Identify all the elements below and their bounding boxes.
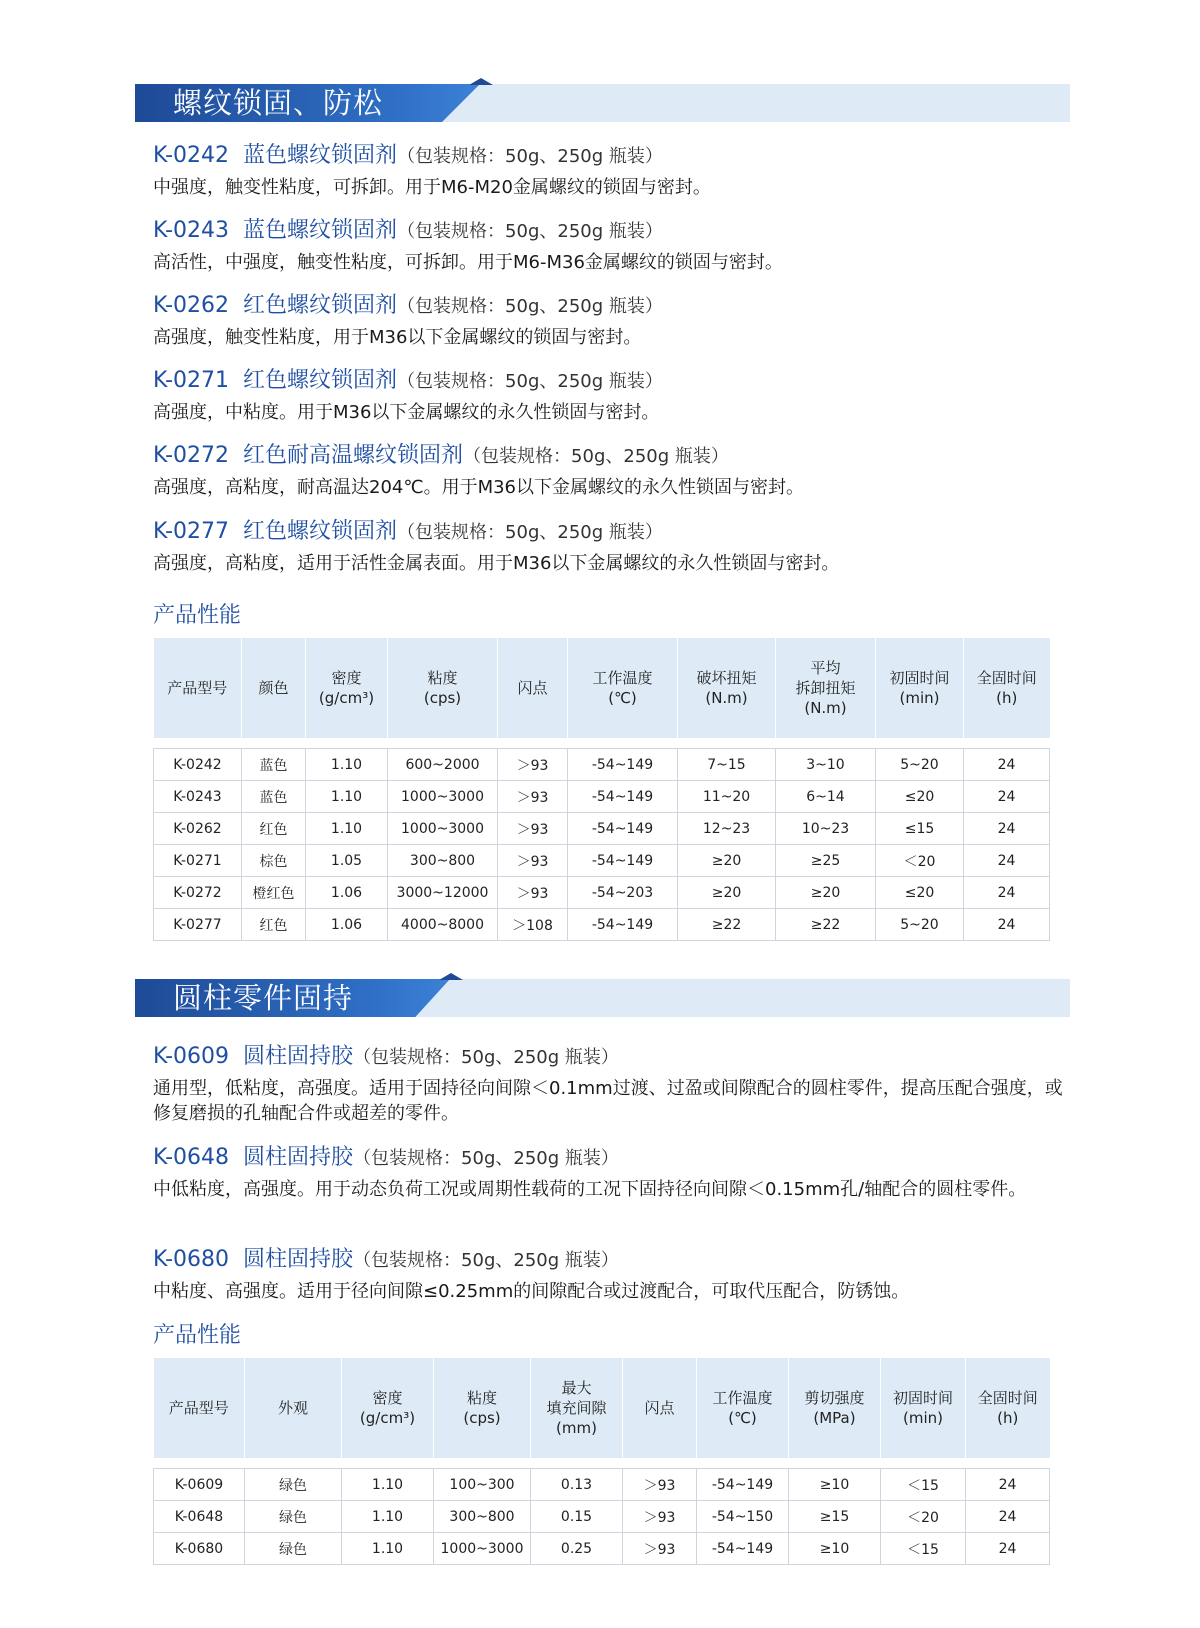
product-k0648 bbox=[153, 1144, 1073, 1202]
table-cell: 1.10 bbox=[342, 1469, 434, 1501]
table-cell: 24 bbox=[964, 909, 1050, 941]
table-cell: 1.06 bbox=[306, 909, 388, 941]
table-cell: 1.10 bbox=[306, 813, 388, 845]
header-full-cure-time bbox=[966, 1358, 1050, 1458]
product-heading bbox=[153, 518, 1073, 547]
table-cell: ＜15 bbox=[881, 1469, 966, 1501]
product-heading bbox=[153, 1043, 1073, 1072]
header-label-line: (min) bbox=[899, 689, 940, 707]
table-cell: 1.06 bbox=[306, 877, 388, 909]
header-label-line: (℃) bbox=[608, 689, 637, 707]
product-description: 高强度，触变性粘度，用于M36以下金属螺纹的锁固与密封。 bbox=[153, 327, 642, 348]
table-cell: 24 bbox=[964, 781, 1050, 813]
table-cell: ＞93 bbox=[498, 845, 568, 877]
table-cell: 100~300 bbox=[434, 1469, 531, 1501]
header-label-line: 填充间隙 bbox=[546, 1399, 607, 1417]
header-full-cure-time bbox=[964, 638, 1050, 738]
product-k0262 bbox=[153, 292, 1073, 350]
product-code: K-0272 bbox=[153, 443, 230, 468]
table-row bbox=[154, 749, 1050, 781]
table-cell: ≥10 bbox=[789, 1533, 881, 1565]
table-cell: ≥20 bbox=[678, 877, 776, 909]
product-package: （包装规格：50g、250g 瓶装） bbox=[397, 522, 663, 543]
section-header-cylinder-retaining bbox=[135, 979, 1070, 1017]
table-cell: ＞93 bbox=[498, 877, 568, 909]
section-title: 螺纹锁固、防松 bbox=[173, 86, 384, 120]
header-label-line: (N.m) bbox=[804, 699, 847, 717]
table-cell: ≥22 bbox=[776, 909, 876, 941]
table-cell: ＜15 bbox=[881, 1533, 966, 1565]
header-flash-point bbox=[498, 638, 568, 738]
table-cell: K-0648 bbox=[154, 1501, 245, 1533]
header-label-line: (N.m) bbox=[705, 689, 748, 707]
section-header-notch bbox=[469, 78, 493, 85]
table-cell: ＞93 bbox=[498, 813, 568, 845]
header-density bbox=[306, 638, 388, 738]
product-k0271 bbox=[153, 367, 1073, 425]
header-viscosity bbox=[388, 638, 498, 738]
product-description: 高强度，中粘度。用于M36以下金属螺纹的永久性锁固与密封。 bbox=[153, 402, 660, 423]
table-cell: ≤20 bbox=[876, 877, 964, 909]
header-label-line: 密度 bbox=[331, 669, 362, 687]
product-package: （包装规格：50g、250g 瓶装） bbox=[353, 1250, 619, 1271]
table-cell: -54~149 bbox=[568, 813, 678, 845]
table-cell: ≥20 bbox=[776, 877, 876, 909]
product-name: 红色螺纹锁固剂 bbox=[243, 293, 398, 318]
product-description: 高活性，中强度，触变性粘度，可拆卸。用于M6-M36金属螺纹的锁固与密封。 bbox=[153, 252, 783, 273]
table-cell: 6~14 bbox=[776, 781, 876, 813]
table-cell: 24 bbox=[964, 813, 1050, 845]
header-fixture-time bbox=[881, 1358, 966, 1458]
product-heading bbox=[153, 367, 1073, 396]
product-k0243 bbox=[153, 217, 1073, 275]
table-cell: 4000~8000 bbox=[388, 909, 498, 941]
table-cell: K-0609 bbox=[154, 1469, 245, 1501]
product-name: 红色耐高温螺纹锁固剂 bbox=[243, 443, 464, 468]
header-label-line: (MPa) bbox=[813, 1409, 856, 1427]
section-title: 圆柱零件固持 bbox=[173, 981, 354, 1015]
table-cell: ≥20 bbox=[678, 845, 776, 877]
product-code: K-0243 bbox=[153, 218, 230, 243]
product-heading bbox=[153, 292, 1073, 321]
table-cell: K-0277 bbox=[154, 909, 242, 941]
product-k0242 bbox=[153, 142, 1073, 200]
product-description: 高强度，高粘度，耐高温达204℃。用于M36以下金属螺纹的永久性锁固与密封。 bbox=[153, 477, 805, 498]
table-row bbox=[154, 877, 1050, 909]
table-cell: 1.10 bbox=[342, 1501, 434, 1533]
performance-title: 产品性能 bbox=[153, 603, 242, 628]
header-label-line: (mm) bbox=[556, 1419, 597, 1437]
table-cell: ≤20 bbox=[876, 781, 964, 813]
table-row bbox=[154, 1501, 1050, 1533]
header-label-line: 平均 bbox=[810, 659, 841, 677]
table-cell: 24 bbox=[966, 1469, 1050, 1501]
header-label-line: 产品型号 bbox=[168, 1399, 229, 1417]
table-cell: ＞93 bbox=[498, 781, 568, 813]
table-cell: -54~149 bbox=[697, 1469, 789, 1501]
table-cell: 蓝色 bbox=[242, 749, 306, 781]
product-name: 圆柱固持胶 bbox=[243, 1247, 354, 1272]
product-name: 红色螺纹锁固剂 bbox=[243, 368, 398, 393]
table-cell: 蓝色 bbox=[242, 781, 306, 813]
table-cell: -54~149 bbox=[568, 781, 678, 813]
table-cell: 棕色 bbox=[242, 845, 306, 877]
header-label-line: 破坏扭矩 bbox=[696, 669, 757, 687]
header-label-line: 剪切强度 bbox=[804, 1389, 865, 1407]
product-description: 通用型，低粘度，高强度。适用于固持径向间隙＜0.1mm过渡、过盈或间隙配合的圆柱零件，提高压配合强度，或修复磨损的孔轴配合件或超差的零件。 bbox=[153, 1078, 1063, 1124]
table-cell: -54~149 bbox=[568, 845, 678, 877]
header-label-line: 全固时间 bbox=[977, 1389, 1038, 1407]
table-cell: 1.10 bbox=[306, 749, 388, 781]
table-row bbox=[154, 781, 1050, 813]
table-cell: 300~800 bbox=[388, 845, 498, 877]
product-code: K-0648 bbox=[153, 1145, 230, 1170]
product-k0609 bbox=[153, 1043, 1073, 1126]
table-cell: 红色 bbox=[242, 813, 306, 845]
table-cell: 5~20 bbox=[876, 909, 964, 941]
table-cell: 0.13 bbox=[531, 1469, 623, 1501]
product-heading bbox=[153, 1246, 1073, 1275]
product-package: （包装规格：50g、250g 瓶装） bbox=[397, 221, 663, 242]
table-cell: 0.15 bbox=[531, 1501, 623, 1533]
table-cell: 1.05 bbox=[306, 845, 388, 877]
header-label-line: 密度 bbox=[372, 1389, 403, 1407]
table-cell: ≥10 bbox=[789, 1469, 881, 1501]
header-model bbox=[154, 1358, 245, 1458]
table-cell: 1000~3000 bbox=[434, 1533, 531, 1565]
table-row bbox=[154, 845, 1050, 877]
product-package: （包装规格：50g、250g 瓶装） bbox=[397, 296, 663, 317]
header-avg-removal-torque bbox=[776, 638, 876, 738]
table-cell: ＞93 bbox=[498, 749, 568, 781]
product-name: 圆柱固持胶 bbox=[243, 1145, 354, 1170]
table-row bbox=[154, 1469, 1050, 1501]
performance-table bbox=[153, 638, 1050, 941]
table-cell: 1000~3000 bbox=[388, 813, 498, 845]
header-density bbox=[342, 1358, 434, 1458]
table-cell: ≤15 bbox=[876, 813, 964, 845]
table-cell: 600~2000 bbox=[388, 749, 498, 781]
table-cell: -54~203 bbox=[568, 877, 678, 909]
table-cell: 1.10 bbox=[306, 781, 388, 813]
header-label-line: (h) bbox=[997, 1409, 1019, 1427]
table-header-row bbox=[154, 1358, 1050, 1458]
table-cell: -54~149 bbox=[568, 749, 678, 781]
table-cell: 12~23 bbox=[678, 813, 776, 845]
table-cell: 红色 bbox=[242, 909, 306, 941]
table-cell: 24 bbox=[964, 877, 1050, 909]
header-label-line: (cps) bbox=[423, 689, 462, 707]
header-label-line: 最大 bbox=[561, 1379, 592, 1397]
product-package: （包装规格：50g、250g 瓶装） bbox=[353, 1148, 619, 1169]
table-cell: K-0271 bbox=[154, 845, 242, 877]
table-cell: K-0242 bbox=[154, 749, 242, 781]
product-heading bbox=[153, 217, 1073, 246]
product-description: 中强度，触变性粘度，可拆卸。用于M6-M20金属螺纹的锁固与密封。 bbox=[153, 177, 711, 198]
product-description: 中粘度、高强度。适用于径向间隙≤0.25mm的间隙配合或过渡配合，可取代压配合，防锈蚀。 bbox=[153, 1281, 910, 1302]
table-cell: ＞108 bbox=[498, 909, 568, 941]
header-label-line: (℃) bbox=[728, 1409, 757, 1427]
product-package: （包装规格：50g、250g 瓶装） bbox=[463, 446, 729, 467]
product-code: K-0262 bbox=[153, 293, 230, 318]
product-code: K-0271 bbox=[153, 368, 230, 393]
header-label-line: 外观 bbox=[277, 1399, 308, 1417]
header-label-line: 粘度 bbox=[427, 669, 458, 687]
table-cell: ＜20 bbox=[876, 845, 964, 877]
table-header-row bbox=[154, 638, 1050, 738]
product-name: 红色螺纹锁固剂 bbox=[243, 519, 398, 544]
header-flash-point bbox=[623, 1358, 697, 1458]
table-cell: 3~10 bbox=[776, 749, 876, 781]
table-cell: 5~20 bbox=[876, 749, 964, 781]
product-package: （包装规格：50g、250g 瓶装） bbox=[353, 1047, 619, 1068]
product-name: 蓝色螺纹锁固剂 bbox=[243, 218, 398, 243]
header-viscosity bbox=[434, 1358, 531, 1458]
table-cell: ≥22 bbox=[678, 909, 776, 941]
header-label-line: 粘度 bbox=[466, 1389, 497, 1407]
product-k0680 bbox=[153, 1246, 1073, 1304]
header-shear-strength bbox=[789, 1358, 881, 1458]
table-cell: -54~150 bbox=[697, 1501, 789, 1533]
table-cell: ≥15 bbox=[789, 1501, 881, 1533]
table-cell: 绿色 bbox=[245, 1469, 342, 1501]
header-work-temp bbox=[697, 1358, 789, 1458]
header-label-line: (min) bbox=[903, 1409, 943, 1427]
table-cell: 10~23 bbox=[776, 813, 876, 845]
table-row bbox=[154, 1533, 1050, 1565]
table-cell: ≥25 bbox=[776, 845, 876, 877]
header-appearance bbox=[245, 1358, 342, 1458]
table-cell: 橙红色 bbox=[242, 877, 306, 909]
product-heading bbox=[153, 1144, 1073, 1173]
table-cell: K-0262 bbox=[154, 813, 242, 845]
table-cell: 3000~12000 bbox=[388, 877, 498, 909]
table-cell: 11~20 bbox=[678, 781, 776, 813]
header-label-line: 闪点 bbox=[517, 679, 548, 697]
header-max-gap bbox=[531, 1358, 623, 1458]
header-label-line: 初固时间 bbox=[889, 669, 950, 687]
header-label-line: 闪点 bbox=[644, 1399, 675, 1417]
header-label-line: 产品型号 bbox=[167, 679, 228, 697]
header-label-line: (h) bbox=[996, 689, 1018, 707]
product-code: K-0680 bbox=[153, 1247, 230, 1272]
product-k0277 bbox=[153, 518, 1073, 576]
table-cell: 7~15 bbox=[678, 749, 776, 781]
header-break-torque bbox=[678, 638, 776, 738]
table-cell: K-0272 bbox=[154, 877, 242, 909]
header-label-line: 工作温度 bbox=[592, 669, 653, 687]
table-cell: 24 bbox=[964, 749, 1050, 781]
table-cell: 24 bbox=[966, 1533, 1050, 1565]
header-fixture-time bbox=[876, 638, 964, 738]
product-description: 中低粘度，高强度。用于动态负荷工况或周期性载荷的工况下固持径向间隙＜0.15mm孔/轴配合的圆柱零件。 bbox=[153, 1179, 1027, 1200]
section-header-notch bbox=[439, 973, 463, 980]
table-cell: 0.25 bbox=[531, 1533, 623, 1565]
product-code: K-0242 bbox=[153, 143, 230, 168]
product-package: （包装规格：50g、250g 瓶装） bbox=[397, 371, 663, 392]
header-label-line: 拆卸扭矩 bbox=[795, 679, 856, 697]
table-cell: 绿色 bbox=[245, 1501, 342, 1533]
product-heading bbox=[153, 142, 1073, 171]
table-cell: 24 bbox=[964, 845, 1050, 877]
header-label-line: 颜色 bbox=[258, 679, 289, 697]
table-cell: -54~149 bbox=[697, 1533, 789, 1565]
table-cell: ＞93 bbox=[623, 1501, 697, 1533]
table-row bbox=[154, 909, 1050, 941]
header-label-line: 初固时间 bbox=[892, 1389, 953, 1407]
table-cell: 绿色 bbox=[245, 1533, 342, 1565]
product-name: 圆柱固持胶 bbox=[243, 1044, 354, 1069]
product-heading bbox=[153, 442, 1073, 471]
table-cell: K-0243 bbox=[154, 781, 242, 813]
header-label-line: (g/cm³) bbox=[318, 689, 375, 707]
product-description: 高强度，高粘度，适用于活性金属表面。用于M36以下金属螺纹的永久性锁固与密封。 bbox=[153, 553, 840, 574]
header-color bbox=[242, 638, 306, 738]
header-model bbox=[154, 638, 242, 738]
header-work-temp bbox=[568, 638, 678, 738]
header-label-line: (g/cm³) bbox=[359, 1409, 416, 1427]
product-code: K-0277 bbox=[153, 519, 230, 544]
header-label-line: 工作温度 bbox=[712, 1389, 773, 1407]
product-code: K-0609 bbox=[153, 1044, 230, 1069]
product-k0272 bbox=[153, 442, 1073, 500]
table-cell: ＞93 bbox=[623, 1469, 697, 1501]
header-label-line: 全固时间 bbox=[976, 669, 1037, 687]
table-cell: ＜20 bbox=[881, 1501, 966, 1533]
product-package: （包装规格：50g、250g 瓶装） bbox=[397, 146, 663, 167]
table-cell: -54~149 bbox=[568, 909, 678, 941]
table-cell: K-0680 bbox=[154, 1533, 245, 1565]
table-row bbox=[154, 813, 1050, 845]
header-label-line: (cps) bbox=[463, 1409, 501, 1427]
table-cell: 24 bbox=[966, 1501, 1050, 1533]
table-cell: 1000~3000 bbox=[388, 781, 498, 813]
performance-table bbox=[153, 1358, 1050, 1565]
performance-title: 产品性能 bbox=[153, 1323, 242, 1348]
section-header-thread-locking bbox=[135, 84, 1070, 122]
product-name: 蓝色螺纹锁固剂 bbox=[243, 143, 398, 168]
table-cell: 1.10 bbox=[342, 1533, 434, 1565]
table-cell: 300~800 bbox=[434, 1501, 531, 1533]
table-cell: ＞93 bbox=[623, 1533, 697, 1565]
